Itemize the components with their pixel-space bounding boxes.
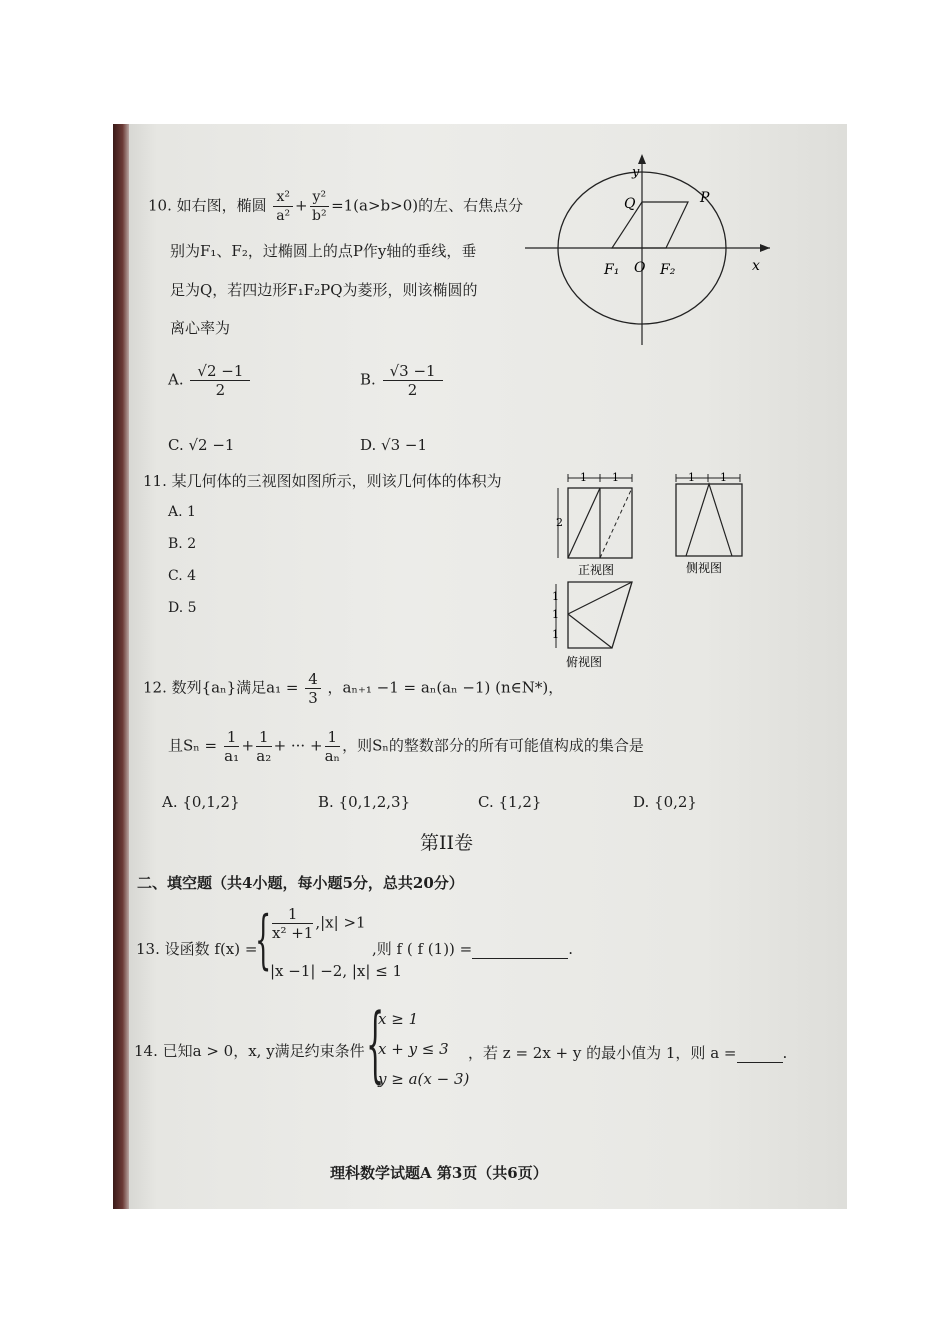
q12-line2: 且Sₙ = $\frac{1}{\text{a₁}}$ + $\frac{1}{\text{a₂}}$ + ··· + $\frac{1}{\text{aₙ}}$ ，则Sₙ的整数部分的所有可能值构成的集合是: [168, 728, 644, 765]
q12-line1: 12. 数列{aₙ}满足a₁ = $\frac{4}{3}$ ，aₙ₊₁ −1 = aₙ(aₙ −1) (n∈N*)，: [143, 670, 564, 707]
origin-label: O: [634, 260, 646, 276]
svg-text:1: 1: [720, 471, 727, 484]
x-axis-arrow-icon: [760, 244, 770, 252]
section-title: 第II卷: [420, 832, 474, 854]
q10-option-a: A. $\frac{√2 -1}{2}$: [168, 362, 252, 399]
q10-option-d: D. √3 −1: [360, 436, 428, 454]
svg-text:1: 1: [552, 628, 559, 641]
q14-answer-blank: [737, 1062, 783, 1063]
q14-tail: ，若 z = 2x + y 的最小值为 1，则 a = .: [468, 1044, 788, 1062]
binding-edge: [113, 124, 129, 1209]
q10-line3: 足为Q，若四边形F₁F₂PQ为菱形，则该椭圆的: [170, 281, 478, 299]
section-subtitle: 二、填空题（共4小题，每小题5分，总共20分）: [137, 874, 464, 892]
ellipse-x-term: $\frac{\text{x²}}{\text{a²}}$: [273, 188, 293, 225]
front-view-label: 正视图: [578, 563, 615, 577]
three-views-figure: [548, 468, 768, 673]
q10-option-c: C. √2 −1: [168, 436, 235, 454]
q10-intro: 如右图，椭圆: [176, 196, 267, 215]
q14-brace: {: [366, 997, 385, 1092]
front-view: [556, 471, 632, 577]
q13-answer-blank: [472, 958, 568, 959]
q11-text: 11. 某几何体的三视图如图所示，则该几何体的体积为: [143, 472, 502, 490]
y-label: y: [632, 165, 640, 180]
q10-option-b: B. $\frac{√3 -1}{2}$: [360, 362, 445, 399]
q10-line1: 10. 如右图，椭圆 $\frac{\text{x²}}{\text{a²}}$ + $\frac{\text{y²}}{\text{b²}}$ =1(a>b>0)的左、右焦点分: [148, 189, 524, 224]
svg-text:1: 1: [552, 590, 559, 603]
ellipse-y-term: $\frac{\text{y²}}{\text{b²}}$: [310, 188, 330, 225]
q13-brace: {: [255, 903, 272, 977]
q11-option-a: A. 1: [168, 504, 196, 520]
svg-text:1: 1: [688, 471, 695, 484]
y-axis-arrow-icon: [638, 154, 646, 164]
q13-case1: $\frac{1}{\text{x² +1}}$ ,|x| >1: [272, 905, 366, 942]
svg-text:1: 1: [552, 608, 559, 621]
q12-option-a: A. {0,1,2}: [162, 793, 240, 811]
q10-number: 10.: [148, 196, 172, 215]
x-label: x: [752, 258, 760, 274]
q12-option-c: C. {1,2}: [478, 793, 542, 811]
q12-option-b: B. {0,1,2,3}: [318, 793, 411, 811]
focus-f1-label: F₁: [604, 262, 620, 278]
q14-lead: 14. 已知a > 0，x, y满足约束条件: [134, 1042, 365, 1060]
focus-f2-label: F₂: [660, 262, 676, 278]
svg-text:2: 2: [556, 516, 563, 529]
svg-text:1: 1: [612, 471, 619, 484]
q11-option-c: C. 4: [168, 568, 197, 584]
q11-option-b: B. 2: [168, 536, 197, 552]
q14-constraint-1: x ≥ 1: [378, 1010, 419, 1028]
side-view-label: 侧视图: [686, 561, 723, 575]
ellipse-figure: [520, 150, 780, 350]
q13-case2: |x −1| −2, |x| ≤ 1: [270, 962, 403, 980]
page-footer: 理科数学试题A 第3页（共6页）: [330, 1164, 548, 1182]
side-view: [676, 471, 742, 575]
q13-tail: ,则 f ( f (1)) = .: [372, 940, 574, 958]
top-view: [552, 582, 632, 669]
q12-option-d: D. {0,2}: [633, 793, 697, 811]
q14-constraint-3: y ≥ a(x − 3): [378, 1070, 470, 1088]
top-view-label: 俯视图: [566, 655, 603, 669]
q14-constraint-2: x + y ≤ 3: [378, 1040, 449, 1058]
q10-line2: 别为F₁、F₂，过椭圆上的点P作y轴的垂线，垂: [170, 242, 477, 260]
q13-lead: 13. 设函数 f(x) =: [136, 940, 258, 958]
svg-text:1: 1: [580, 471, 587, 484]
q11-option-d: D. 5: [168, 600, 197, 616]
q10-line4: 离心率为: [170, 319, 231, 337]
q10-equation-rest: =1(a>b>0)的左、右焦点分: [331, 196, 524, 215]
point-q-label: Q: [624, 196, 636, 212]
point-p-label: P: [700, 190, 710, 206]
